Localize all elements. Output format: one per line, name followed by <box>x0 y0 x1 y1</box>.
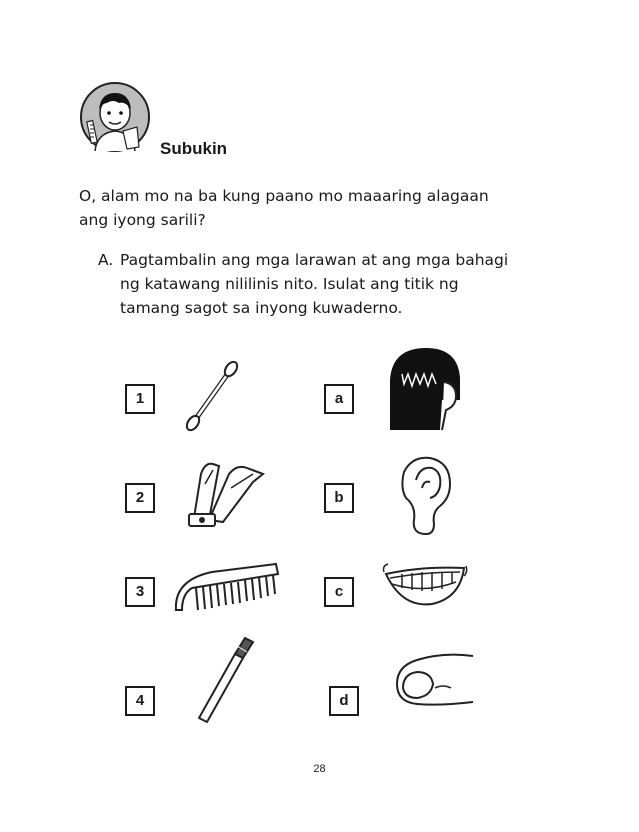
instruction-marker: A. <box>98 251 114 269</box>
ear-icon <box>398 454 454 538</box>
boy-avatar-icon <box>79 81 151 153</box>
comb-icon <box>172 560 282 620</box>
finger-icon <box>393 648 475 710</box>
item-box-2: 2 <box>125 483 155 513</box>
choice-box-a: a <box>324 384 354 414</box>
toothbrush-icon <box>193 634 257 726</box>
instruction-text: Pagtambalin ang mga larawan at ang mga bahagi ng katawang nililinis nito. Isulat ang titik ng tamang sagot sa inyong kuwaderno. <box>120 251 509 317</box>
intro-text: O, alam mo na ba kung paano mo maaaring alagaan ang iyong sarili? <box>79 187 489 229</box>
item-box-4: 4 <box>125 686 155 716</box>
choice-box-d: d <box>329 686 359 716</box>
teeth-icon <box>382 562 468 612</box>
choice-box-b: b <box>324 483 354 513</box>
hair-icon <box>384 344 466 434</box>
section-title: Subukin <box>160 139 228 158</box>
choice-box-c: c <box>324 577 354 607</box>
item-box-1: 1 <box>125 384 155 414</box>
page-number: 28 <box>313 763 326 775</box>
item-box-3: 3 <box>125 577 155 607</box>
cotton-swab-icon <box>183 358 243 432</box>
nail-clipper-icon <box>183 454 273 534</box>
